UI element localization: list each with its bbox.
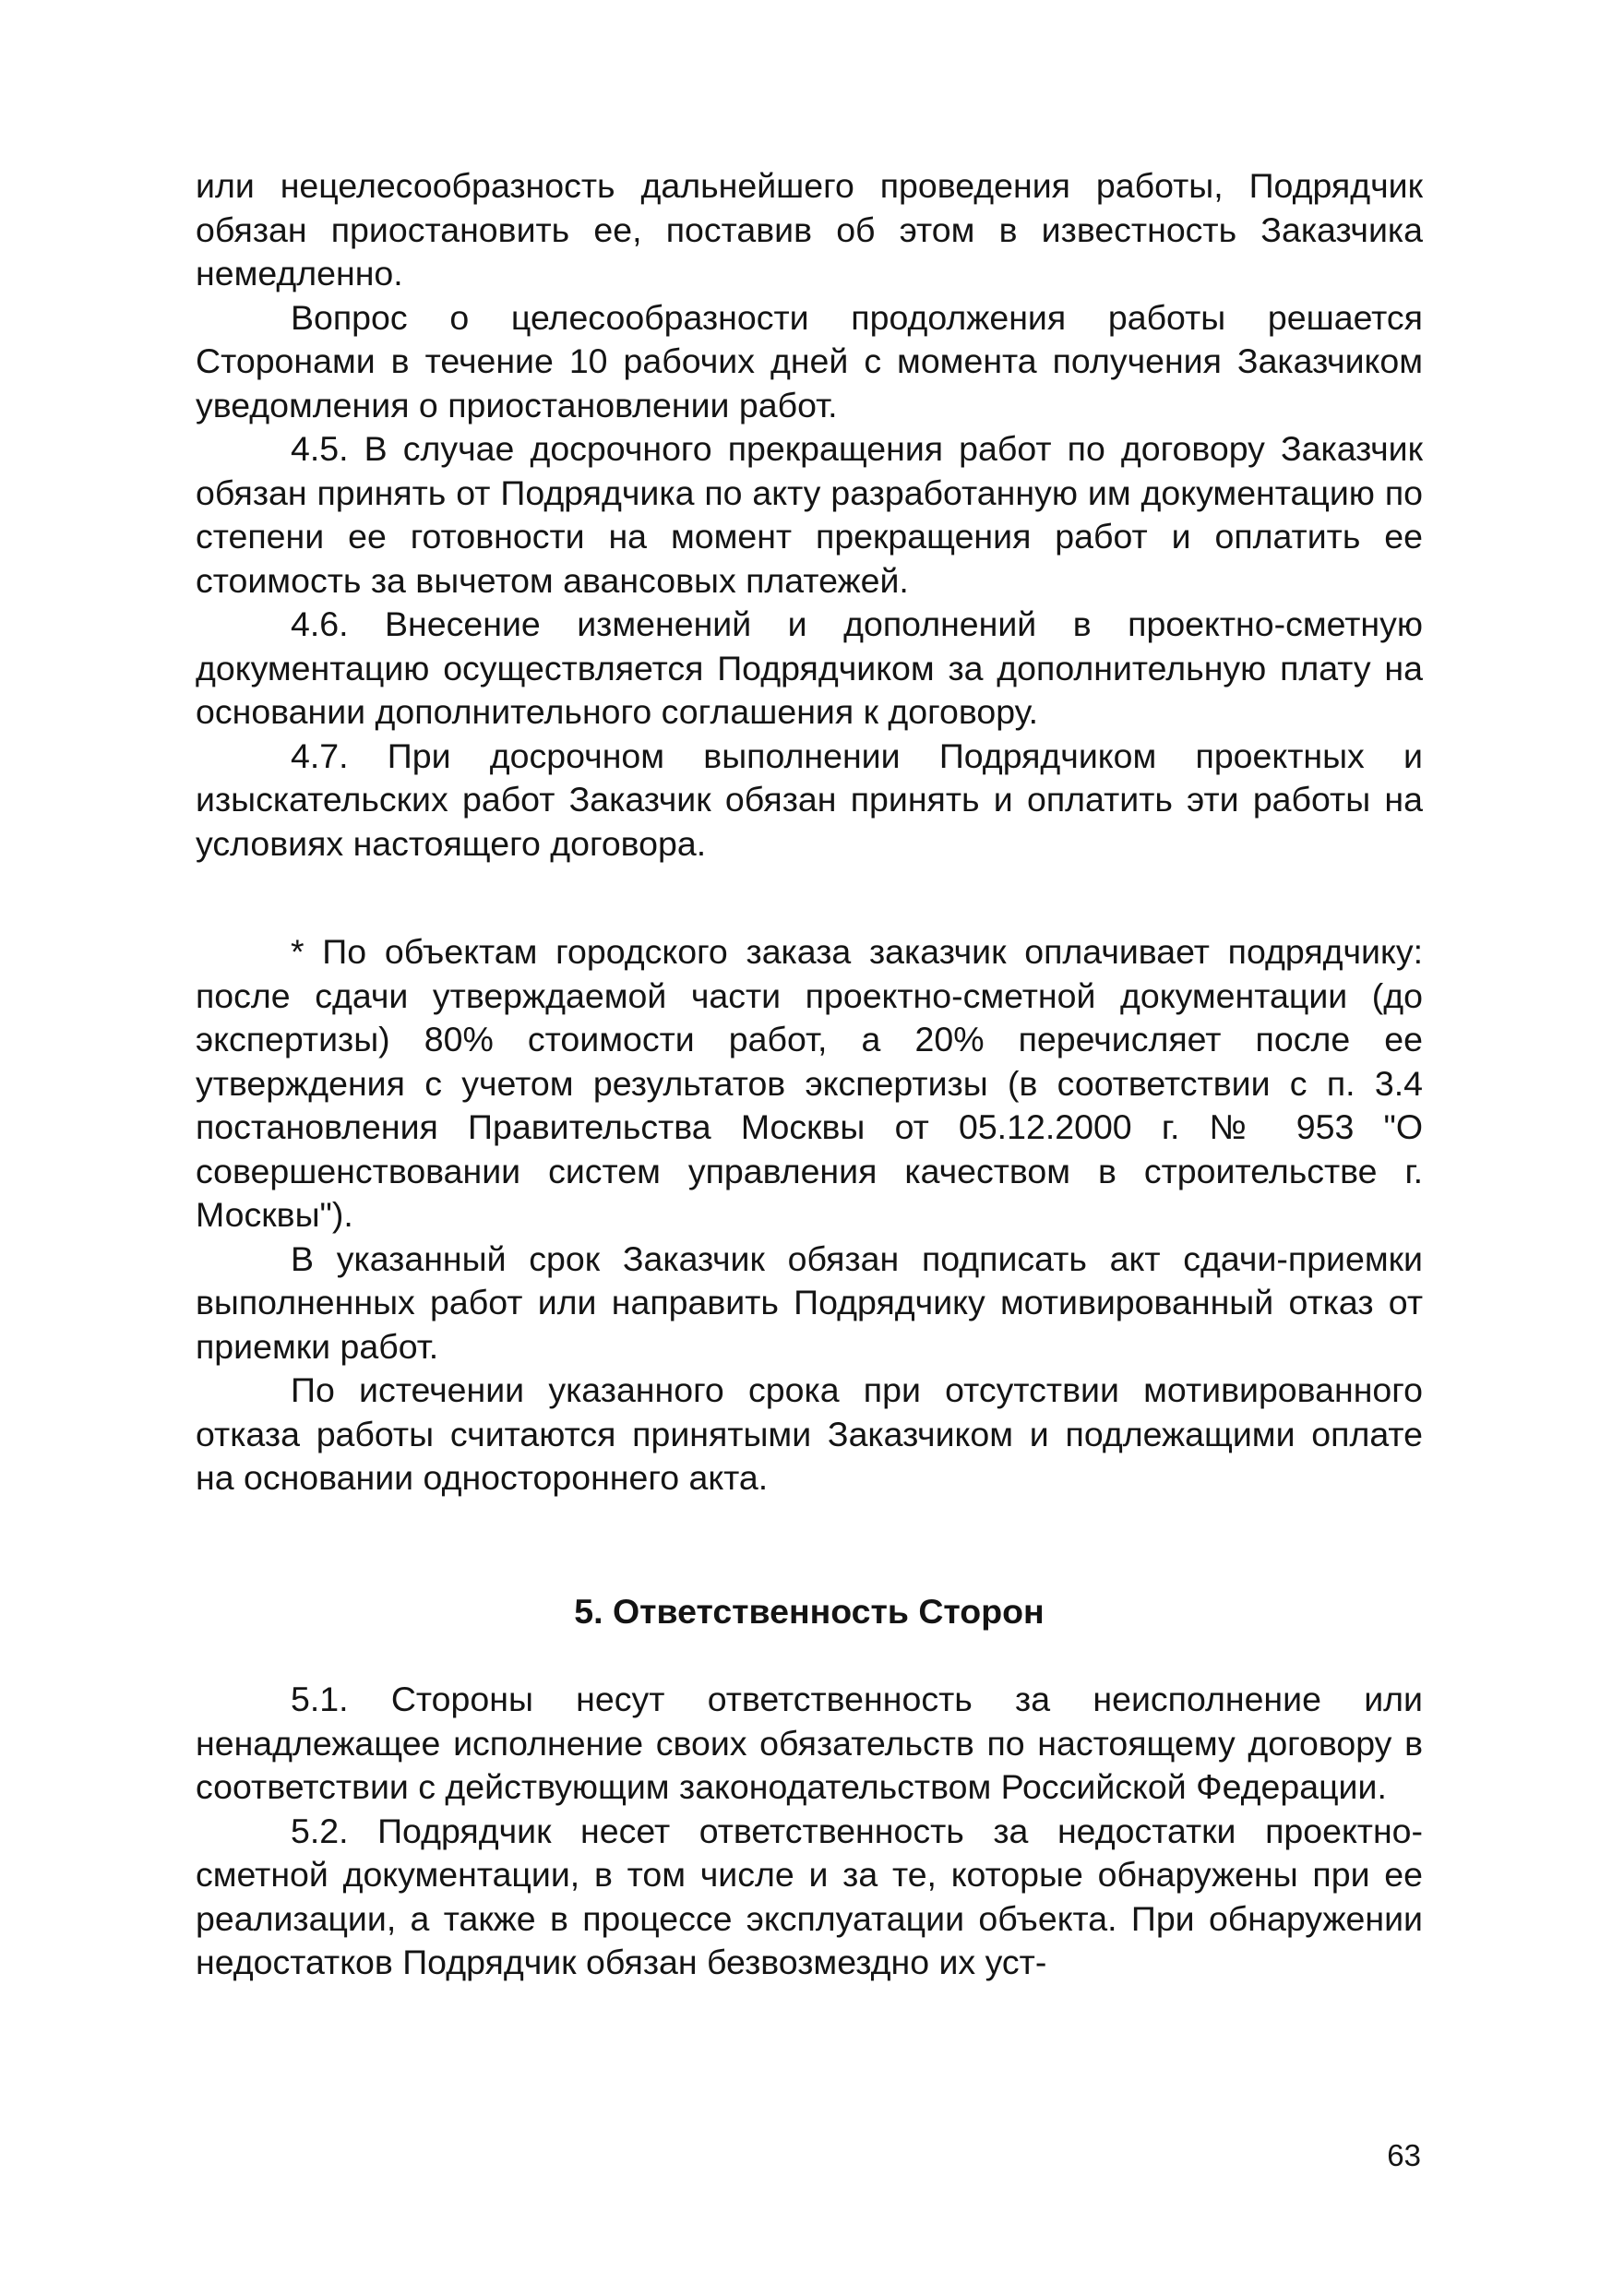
page-number: 63 [1387,2138,1421,2172]
clauses-4-block [196,164,1423,866]
section-5-block [196,1678,1423,1985]
paragraph-4-7: 4.7. При досрочном выполнении Подрядчиком проектных и изыскательских работ Заказчик обязан принять и оплатить эти работы на условиях настоящего договора. [196,735,1423,863]
paragraph-acceptance-expiry: По истечении указанного срока при отсутствии мотивированного отказа работы считаются принятыми Заказчиком и подлежащими оплате на основании одностороннего акта. [196,1370,1423,1497]
paragraph-4-5: 4.5. В случае досрочного прекращения работ по договору Заказчик обязан принять от Подрядчика по акту разработанную им документацию по степени ее готовности на момент прекращения работ и оплатить ее стоимость за вычетом авансовых платежей. [196,429,1423,600]
footnote-block [196,930,1423,1501]
paragraph-4-6: 4.6. Внесение изменений и дополнений в проектно-сметную документацию осуществляется Подрядчиком за дополнительную плату на основании дополнительного соглашения к договору. [196,604,1423,731]
paragraph-5-2: 5.2. Подрядчик несет ответственность за недостатки проектно-сметной документации, в том числе и за те, которые обнаружены при ее реализации, а также в процессе эксплуатации объекта. При обнаружении недостатков Подрядчик обязан безвозмездно их уст- [196,1811,1423,1981]
section-heading: 5. Ответственность Сторон [574,1592,1045,1631]
paragraph-acceptance-deadline: В указанный срок Заказчик обязан подписать акт сдачи-приемки выполненных работ или направить Подрядчику мотивированный отказ от приемки работ. [196,1238,1423,1366]
paragraph-continuation: или нецелесообразность дальнейшего проведения работы, Подрядчик обязан приостановить ее, поставив об этом в известность Заказчика немедленно. [196,166,1423,293]
paragraph-footnote: * По объектам городского заказа заказчик оплачивает подрядчику: после сдачи утверждаемой части проектно-сметной документации (до экспертизы) 80% стоимости работ, а 20% перечисляет после ее утверждения с учетом результатов экспертизы (в соответствии с п. 3.4 постановления Правительства Москвы от 05.12.2000 г. № 953 "О совершенствовании систем управления качеством в строительстве г. Москвы"). [196,932,1423,1234]
paragraph-5-1: 5.1. Стороны несут ответственность за неисполнение или ненадлежащее исполнение своих обязательств по настоящему договору в соответствии с действующим законодательством Российской Федерации. [196,1680,1423,1806]
paragraph-question: Вопрос о целесообразности продолжения работы решается Сторонами в течение 10 рабочих дней с момента получения Заказчиком уведомления о приостановлении работ. [196,297,1423,425]
